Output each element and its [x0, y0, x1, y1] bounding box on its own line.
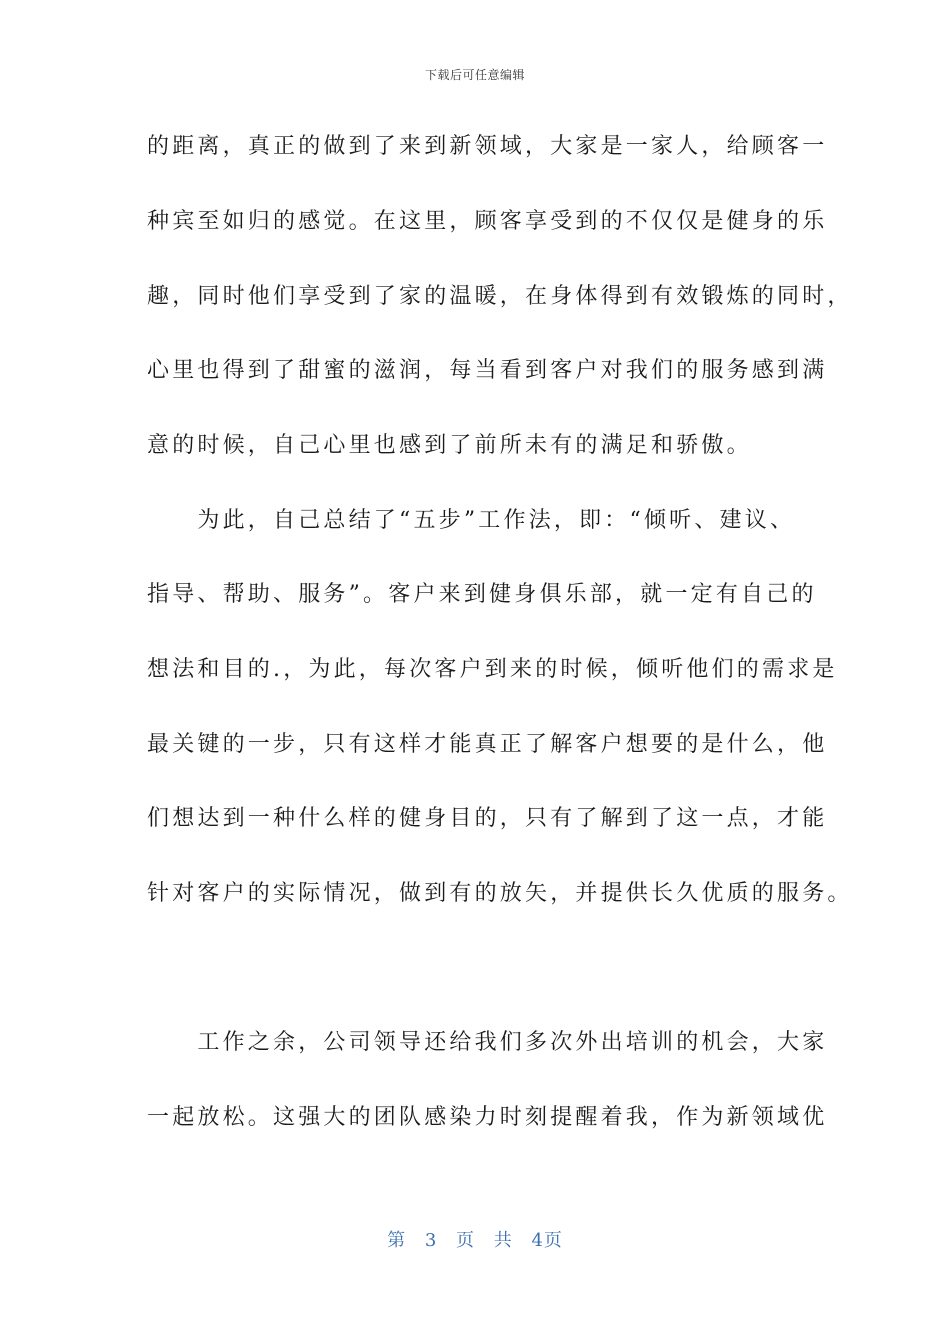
body-line-7: 指导、帮助、服务”。客户来到健身俱乐部，就一定有自己的	[147, 582, 817, 607]
body-line-8: 想法和目的.，为此，每次客户到来的时候，倾听他们的需求是	[147, 657, 838, 682]
body-line-10: 们想达到一种什么样的健身目的，只有了解到了这一点，才能	[147, 806, 828, 831]
body-line-4: 心里也得到了甜蜜的滋润，每当看到客户对我们的服务感到满	[147, 358, 828, 383]
body-line-11: 针对客户的实际情况，做到有的放矢，并提供长久优质的服务。	[147, 881, 853, 906]
body-line-6: 为此，自己总结了“五步”工作法，即：“倾听、建议、	[147, 508, 796, 533]
footer-page-current: 3	[424, 1230, 438, 1251]
body-line-12: 工作之余，公司领导还给我们多次外出培训的机会，大家	[147, 1030, 828, 1055]
footer-page-total: 4页	[531, 1230, 563, 1251]
body-line-1: 的距离，真正的做到了来到新领域，大家是一家人，给顾客一	[147, 134, 828, 159]
page-footer	[0, 1226, 950, 1252]
footer-label-di: 第	[387, 1230, 407, 1251]
body-line-9: 最关键的一步，只有这样才能真正了解客户想要的是什么，他	[147, 732, 828, 757]
footer-label-ye: 页	[456, 1230, 475, 1251]
body-line-13: 一起放松。这强大的团队感染力时刻提醒着我，作为新领域优	[147, 1105, 828, 1130]
footer-label-gong: 共	[493, 1230, 513, 1251]
body-line-2: 种宾至如归的感觉。在这里，顾客享受到的不仅仅是健身的乐	[147, 209, 828, 234]
page-header: 下载后可任意编辑	[424, 68, 525, 82]
body-line-5: 意的时候，自己心里也感到了前所未有的满足和骄傲。	[147, 433, 752, 458]
body-line-3: 趣，同时他们享受到了家的温暖，在身体得到有效锻炼的同时，	[147, 284, 853, 309]
